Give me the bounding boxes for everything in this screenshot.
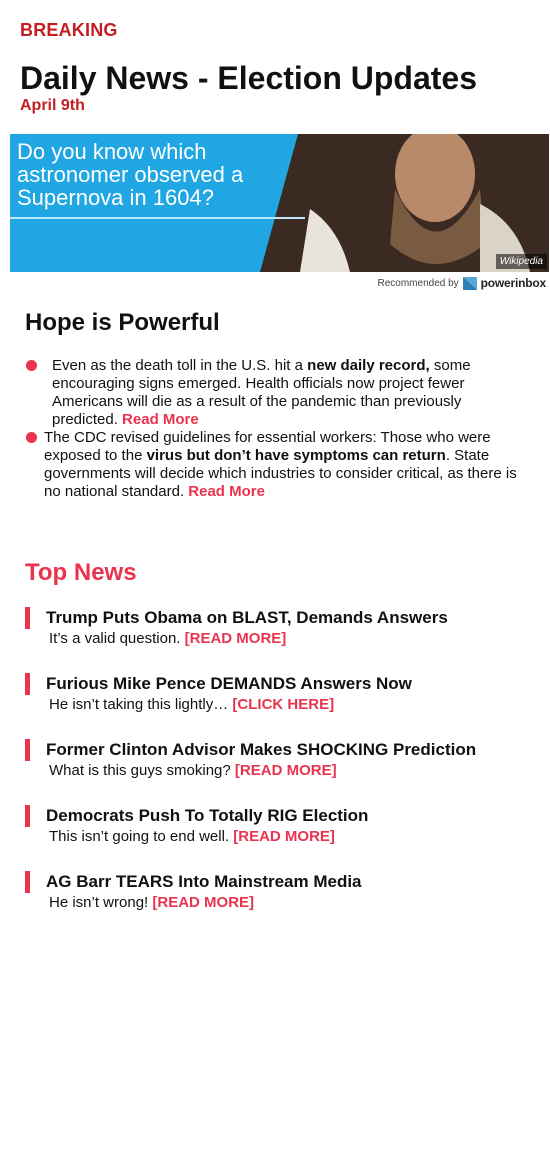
story-subtitle: He isn’t taking this lightly… [CLICK HERE] [49,696,335,713]
story-headline[interactable]: AG Barr TEARS Into Mainstream Media [46,872,362,891]
story-link[interactable]: [CLICK HERE] [232,696,335,713]
date-label: April 9th [20,97,85,114]
bullet-item-1: Even as the death toll in the U.S. hit a new daily record, some encouraging signs emerged. Health officials now project fewer Americans will die as a result of the pandemic than previously predicted. Read More [52,357,471,428]
recommended-label: Recommended by [377,277,459,289]
ad-banner[interactable] [10,134,549,272]
ad-divider [10,217,305,219]
ad-credit: Wikipedia [496,254,547,269]
hope-section-title: Hope is Powerful [25,309,220,336]
story-subtitle: It’s a valid question. [READ MORE] [49,630,287,647]
bullet-item-2: The CDC revised guidelines for essential workers: Those who were exposed to the virus but don’t have symptoms can return. State governments will decide which industries to consider critical, as there is no national standard. Read More [44,429,517,500]
story-accent-bar [25,871,30,893]
page-title: Daily News - Election Updates [20,60,478,96]
breaking-label: BREAKING [20,20,118,40]
story-link[interactable]: [READ MORE] [184,630,287,647]
top-news-title: Top News [25,559,137,586]
story-link[interactable]: [READ MORE] [234,762,337,779]
story-headline[interactable]: Democrats Push To Totally RIG Election [46,806,369,825]
story-item-3[interactable] [25,739,545,785]
story-link[interactable]: [READ MORE] [152,894,255,911]
read-more-link-2[interactable]: Read More [188,483,265,500]
story-link[interactable]: [READ MORE] [233,828,335,845]
bullet-dot-2 [26,432,37,443]
story-subtitle: This isn’t going to end well. [READ MORE] [49,828,335,845]
story-subtitle: What is this guys smoking? [READ MORE] [49,762,337,779]
story-accent-bar [25,673,30,695]
ad-headline[interactable]: Do you know which astronomer observed a Supernova in 1604? [17,139,244,210]
story-headline[interactable]: Trump Puts Obama on BLAST, Demands Answers [46,608,448,627]
story-subtitle: He isn’t wrong! [READ MORE] [49,894,255,911]
story-accent-bar [25,607,30,629]
powerinbox-brand: powerinbox [480,276,546,290]
story-item-4[interactable] [25,805,545,851]
read-more-link-1[interactable]: Read More [122,411,199,428]
story-item-1[interactable] [25,607,545,653]
story-headline[interactable]: Former Clinton Advisor Makes SHOCKING Prediction [46,740,477,759]
powerinbox-logo-icon [463,277,477,290]
story-accent-bar [25,805,30,827]
story-headline[interactable]: Furious Mike Pence DEMANDS Answers Now [46,674,412,693]
story-item-5[interactable] [25,871,545,917]
bullet-dot-1 [26,360,37,371]
recommended-by[interactable] [378,276,547,290]
story-accent-bar [25,739,30,761]
story-item-2[interactable] [25,673,545,719]
